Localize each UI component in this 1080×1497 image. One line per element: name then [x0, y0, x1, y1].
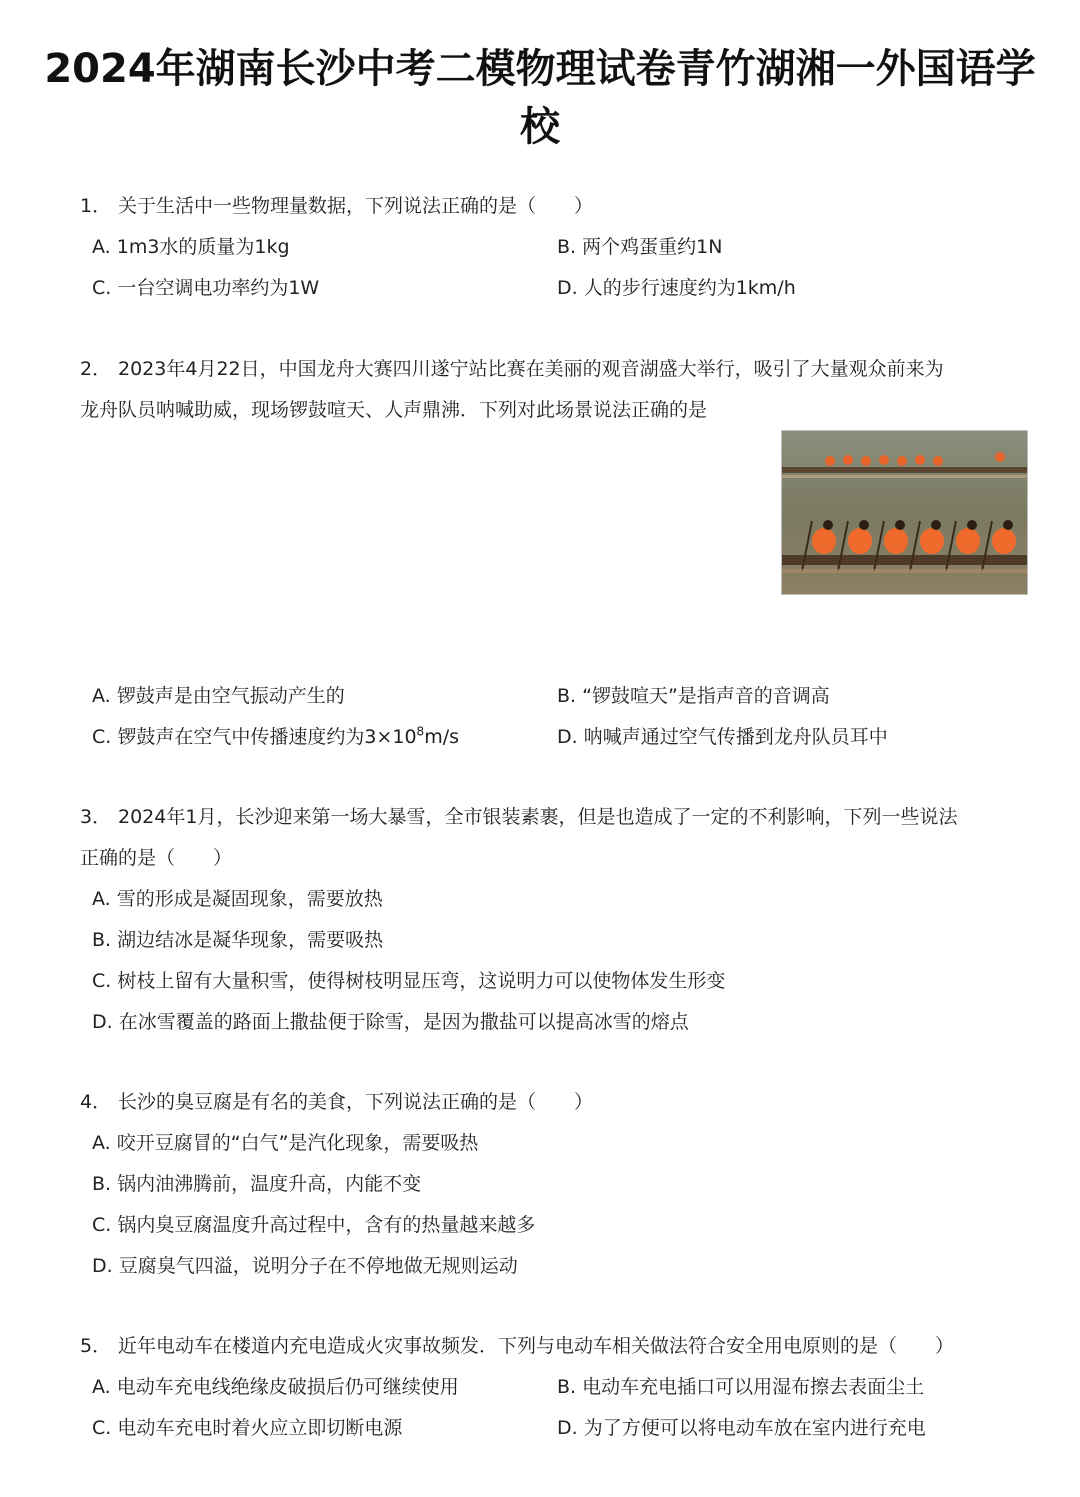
option-b: B. “锣鼓喧天”是指声音的音调高 [557, 685, 830, 707]
question-stem: 近年电动车在楼道内充电造成火灾事故频发．下列与电动车相关做法符合安全用电原则的是（ ） [118, 1335, 955, 1357]
option-a: A. 电动车充电线绝缘皮破损后仍可继续使用 [92, 1376, 459, 1398]
question-3 [80, 797, 1030, 1043]
question-number: 3． [80, 806, 112, 828]
question-stem: 长沙的臭豆腐是有名的美食，下列说法正确的是（ ） [118, 1091, 594, 1113]
question-4 [80, 1082, 1030, 1287]
option-c: C. 电动车充电时着火应立即切断电源 [92, 1417, 403, 1439]
question-2-options [80, 676, 1030, 758]
page-title: 2024年湖南长沙中考二模物理试卷青竹湖湘一外国语学校 [44, 46, 1036, 150]
question-number: 2． [80, 358, 112, 380]
option-c: C. 一台空调电功率约为1W [92, 277, 320, 299]
option-d: D. 呐喊声通过空气传播到龙舟队员耳中 [557, 726, 888, 748]
option-a: A. 雪的形成是凝固现象，需要放热 [92, 888, 383, 910]
option-d: D. 为了方便可以将电动车放在室内进行充电 [557, 1417, 926, 1439]
option-c: C. 树枝上留有大量积雪，使得树枝明显压弯，这说明力可以使物体发生形变 [92, 970, 726, 992]
question-number: 1． [80, 195, 112, 217]
option-b: B. 电动车充电插口可以用湿布擦去表面尘土 [557, 1376, 925, 1398]
option-a: A. 锣鼓声是由空气振动产生的 [92, 685, 345, 707]
option-c: C. 锅内臭豆腐温度升高过程中，含有的热量越来越多 [92, 1214, 536, 1236]
option-b: B. 锅内油沸腾前，温度升高，内能不变 [92, 1173, 422, 1195]
option-d: D. 在冰雪覆盖的路面上撒盐便于除雪，是因为撒盐可以提高冰雪的熔点 [92, 1011, 689, 1033]
question-number: 4． [80, 1091, 112, 1113]
question-stem: 关于生活中一些物理量数据，下列说法正确的是（ ） [118, 195, 594, 217]
option-a: A. 1m3水的质量为1kg [92, 236, 290, 258]
question-number: 5． [80, 1335, 112, 1357]
option-b: B. 两个鸡蛋重约1N [557, 236, 723, 258]
question-stem-line-1: 2024年1月，长沙迎来第一场大暴雪，全市银装素裹，但是也造成了一定的不利影响，下列一些说法 [118, 806, 958, 828]
question-stem-line-2: 正确的是（ ） [80, 847, 233, 869]
question-2 [80, 349, 1030, 431]
option-d: D. 人的步行速度约为1km/h [557, 277, 796, 299]
question-1 [80, 186, 1030, 309]
option-b: B. 湖边结冰是凝华现象，需要吸热 [92, 929, 384, 951]
question-5 [80, 1326, 1030, 1449]
option-c: C. 锣鼓声在空气中传播速度约为$3\times 10^8m/s$ [92, 724, 459, 748]
option-d: D. 豆腐臭气四溢，说明分子在不停地做无规则运动 [92, 1255, 518, 1277]
question-stem-line-1: 2023年4月22日，中国龙舟大赛四川遂宁站比赛在美丽的观音湖盛大举行，吸引了大量观众前来为 [118, 358, 944, 380]
option-a: A. 咬开豆腐冒的“白气”是汽化现象，需要吸热 [92, 1132, 479, 1154]
dragon-boat-photo [781, 430, 1028, 595]
question-stem-line-2: 龙舟队员呐喊助威，现场锣鼓喧天、人声鼎沸．下列对此场景说法正确的是 [80, 399, 708, 421]
